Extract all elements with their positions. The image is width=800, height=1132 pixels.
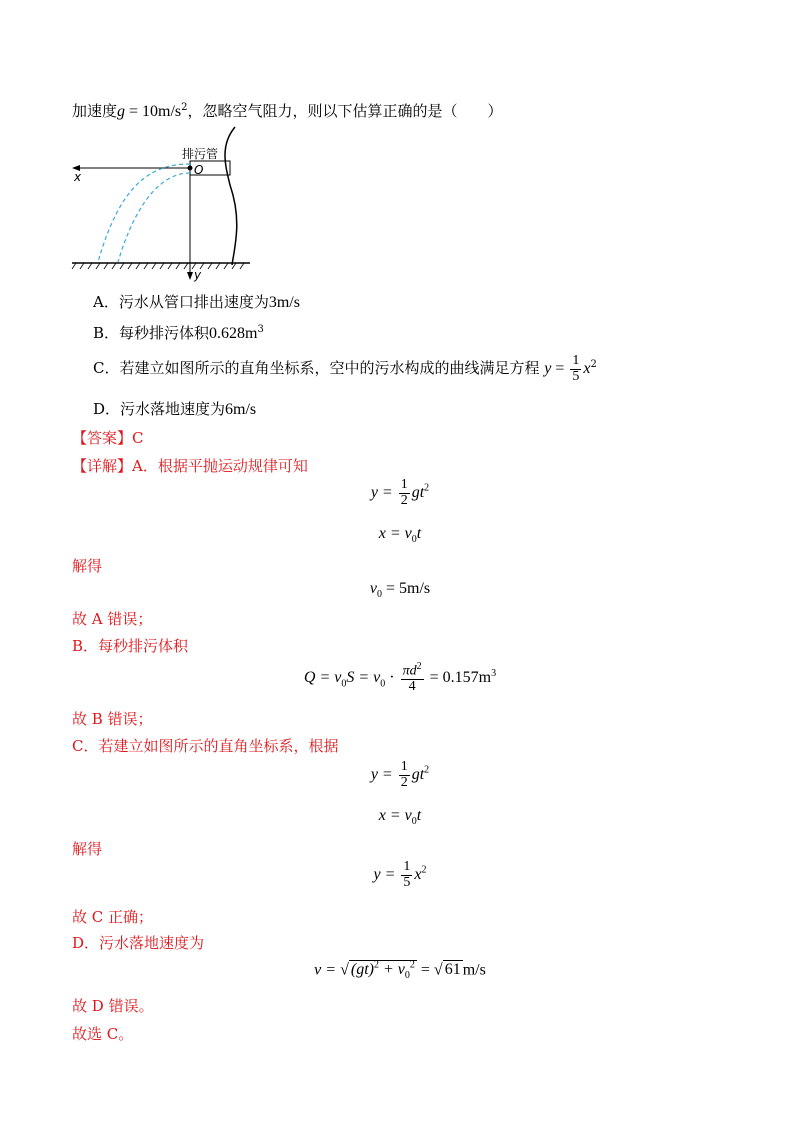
option-c-text: C．若建立如图所示的直角坐标系，空中的污水构成的曲线满足方程 bbox=[93, 359, 540, 378]
formula-x-v0t-a bbox=[0, 525, 800, 545]
formula-v: v bbox=[369, 580, 377, 597]
formula-sub-zero-3: 0 bbox=[341, 678, 347, 690]
formula-sub-zero-2: 0 bbox=[376, 589, 382, 601]
option-b bbox=[93, 322, 264, 343]
formula-y-half-gt2-a bbox=[0, 478, 800, 508]
formula-sq-2: 2 bbox=[424, 764, 430, 776]
option-a-value: 3m/s bbox=[268, 294, 300, 311]
answer-label: 【答案】C bbox=[72, 429, 144, 447]
solve-label-2: 解得 bbox=[72, 840, 103, 858]
option-d bbox=[93, 398, 256, 419]
option-c-frac bbox=[570, 354, 581, 384]
formula-frac-half-2 bbox=[399, 760, 410, 790]
trajectory-outer bbox=[98, 164, 190, 262]
d-intro: D．污水落地速度为 bbox=[72, 934, 205, 952]
formula-gt-2: gt bbox=[411, 765, 425, 783]
option-b-text: B．每秒排污体积 bbox=[93, 324, 210, 342]
formula-dot: · bbox=[385, 669, 399, 687]
formula-cube: 3 bbox=[491, 667, 497, 679]
option-b-value: 0.628m bbox=[209, 325, 258, 342]
frac-pi-d: πd bbox=[402, 663, 417, 679]
formula-q-rhs: = 0.157m bbox=[425, 669, 492, 687]
formula-gt: gt bbox=[411, 483, 425, 501]
option-b-exp: 3 bbox=[257, 324, 264, 335]
formula-sub-zero-5: 0 bbox=[411, 816, 417, 828]
option-c-num: 1 bbox=[572, 353, 580, 368]
formula-sq-3: 2 bbox=[421, 864, 427, 876]
b-intro: B．每秒排污体积 bbox=[72, 637, 189, 655]
formula-frac-fifth bbox=[401, 860, 412, 890]
sqrt-body-2: 61 bbox=[444, 961, 461, 979]
formula-frac-pid bbox=[401, 662, 424, 695]
formula-x2: x bbox=[414, 865, 422, 883]
option-d-text: D．污水落地速度为 bbox=[93, 400, 226, 418]
frac-den: 2 bbox=[400, 492, 408, 508]
formula-sq-4: 2 bbox=[373, 960, 379, 971]
frac-den-2: 2 bbox=[400, 774, 408, 790]
formula-v-inner-b: + v bbox=[378, 961, 405, 979]
sqrt-sign-1: √ bbox=[340, 961, 349, 979]
detail-label: 【详解】A．根据平抛运动规律可知 bbox=[72, 457, 308, 475]
option-c bbox=[93, 354, 597, 384]
formula-t-2: t bbox=[416, 807, 422, 824]
origin-label: O bbox=[194, 163, 204, 177]
frac-pi-d-sq: 2 bbox=[416, 661, 422, 672]
formula-sub-zero: 0 bbox=[411, 534, 417, 546]
formula-v0 bbox=[0, 580, 800, 600]
formula-sq: 2 bbox=[424, 482, 430, 494]
formula-v-inner-a: (gt) bbox=[350, 961, 374, 979]
formula-y2-lhs: y = bbox=[373, 865, 400, 883]
pipe-label: 排污管 bbox=[182, 147, 219, 161]
formula-q-mid: S = v bbox=[346, 669, 381, 687]
trajectory-inner bbox=[118, 173, 190, 262]
x-axis-label: x bbox=[74, 170, 82, 184]
option-c-y: y bbox=[544, 360, 552, 378]
question-stem bbox=[72, 100, 503, 121]
frac-num-3: 1 bbox=[403, 859, 411, 874]
formula-v-rhs: = bbox=[416, 961, 434, 979]
formula-v0-rhs: = 5m/s bbox=[381, 580, 431, 597]
formula-sq-5: 2 bbox=[409, 960, 415, 971]
formula-v-lhs: v = bbox=[314, 961, 341, 979]
formula-q-lhs: Q = v bbox=[303, 669, 342, 687]
solve-label-1: 解得 bbox=[72, 557, 103, 575]
formula-y-eq: y = bbox=[370, 483, 397, 501]
stem-prefix: 加速度 bbox=[72, 102, 118, 120]
wrong-a: 故 A 错误； bbox=[72, 610, 153, 628]
frac-num-2: 1 bbox=[400, 759, 408, 774]
stem-eq: = 10m/s bbox=[125, 103, 182, 120]
stem-g: g bbox=[117, 103, 126, 120]
formula-sub-zero-4: 0 bbox=[380, 678, 386, 690]
option-a-text: A．污水从管口排出速度为 bbox=[93, 293, 269, 311]
formula-x-eq: x = v bbox=[378, 525, 412, 542]
option-c-x: x bbox=[583, 360, 591, 378]
option-d-value: 6m/s bbox=[225, 401, 257, 418]
stem-suffix: ，忽略空气阻力，则以下估算正确的是（ ） bbox=[187, 102, 503, 120]
option-a bbox=[93, 291, 300, 312]
formula-v-unit: m/s bbox=[462, 961, 486, 979]
frac-num: 1 bbox=[400, 477, 408, 492]
formula-y-fifth-x2 bbox=[0, 860, 800, 890]
right-c: 故 C 正确； bbox=[72, 908, 154, 926]
formula-sub-zero-6: 0 bbox=[404, 970, 410, 982]
formula-t: t bbox=[416, 525, 422, 542]
wrong-d: 故 D 错误。 bbox=[72, 997, 154, 1015]
formula-x-v0t-b bbox=[0, 807, 800, 827]
frac-den-3: 5 bbox=[403, 874, 411, 890]
stem-exp: 2 bbox=[181, 102, 188, 113]
y-arrow bbox=[187, 272, 193, 280]
y-axis-label: y bbox=[194, 268, 202, 282]
option-c-den: 5 bbox=[572, 368, 580, 384]
ground-hatch bbox=[72, 263, 244, 269]
pipe-figure bbox=[70, 125, 270, 289]
wrong-b: 故 B 错误； bbox=[72, 710, 153, 728]
origin-dot bbox=[188, 166, 193, 171]
formula-y-half-gt2-b bbox=[0, 760, 800, 790]
formula-v-sqrt bbox=[0, 960, 800, 982]
formula-x-eq-2: x = v bbox=[378, 807, 412, 824]
wall-curve bbox=[225, 127, 237, 265]
frac-four: 4 bbox=[408, 679, 416, 695]
pipe-diagram bbox=[70, 125, 270, 285]
option-c-eq: = bbox=[551, 360, 569, 378]
formula-y-eq-2: y = bbox=[370, 765, 397, 783]
option-c-exp: 2 bbox=[590, 359, 597, 371]
sqrt-sign-2: √ bbox=[433, 961, 443, 979]
sqrt-body-1 bbox=[349, 960, 417, 982]
formula-frac-half bbox=[399, 478, 410, 508]
formula-q bbox=[0, 662, 800, 695]
c-intro: C．若建立如图所示的直角坐标系，根据 bbox=[72, 737, 339, 755]
final-choice: 故选 C。 bbox=[72, 1025, 134, 1043]
